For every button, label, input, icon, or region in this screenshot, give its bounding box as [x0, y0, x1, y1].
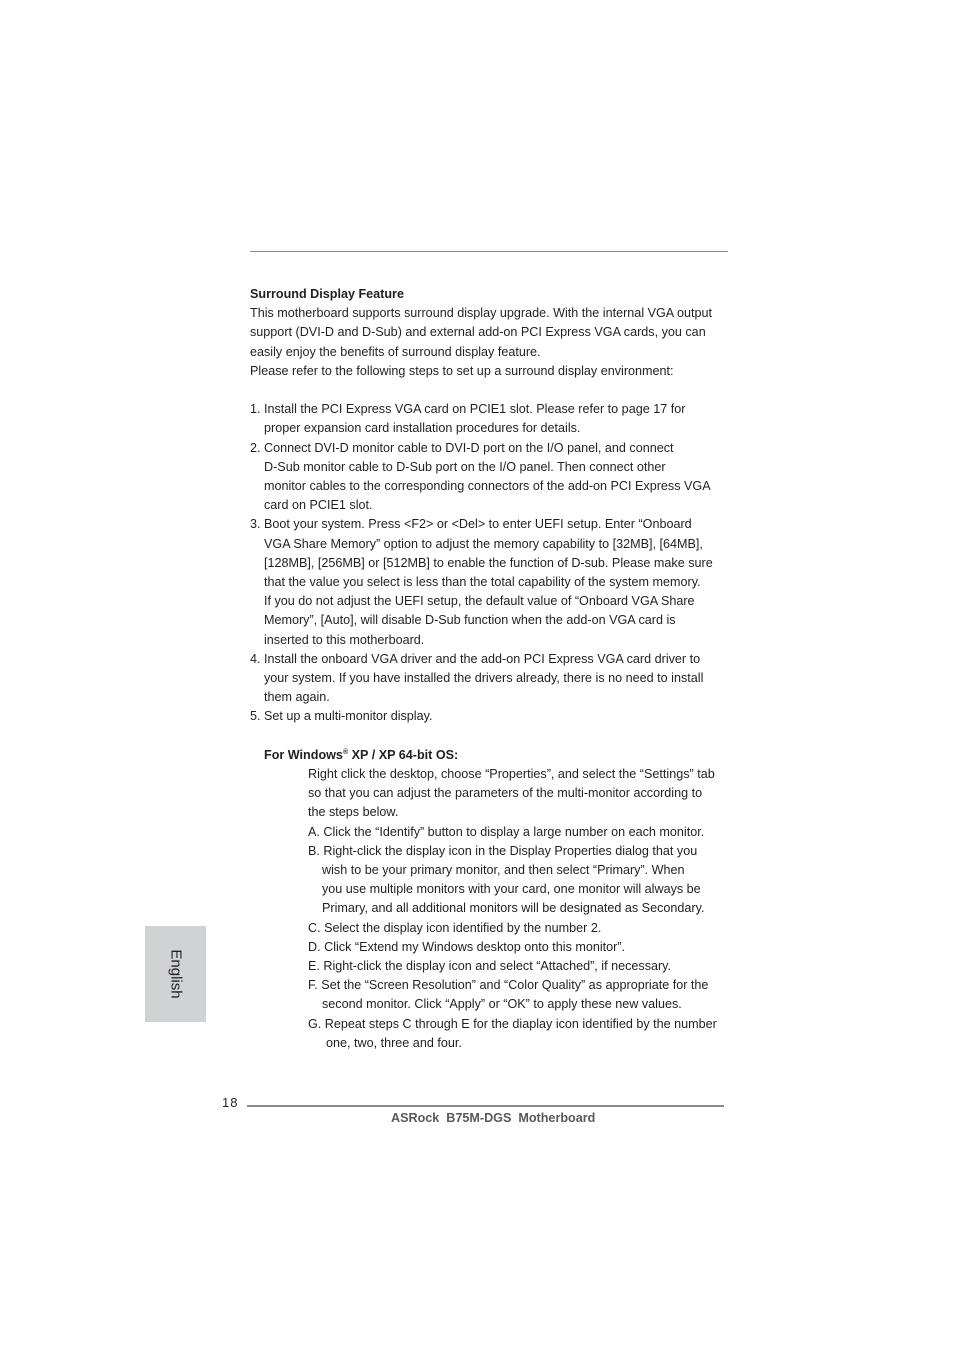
substep-b-line: you use multiple monitors with your card, one monitor will always be — [322, 882, 701, 897]
substep-g-line: G. Repeat steps C through E for the diaplay icon identified by the number — [308, 1016, 717, 1031]
step-4-line: your system. If you have installed the drivers already, there is no need to install — [264, 671, 704, 686]
step-5-line: 5. Set up a multi-monitor display. — [250, 709, 433, 724]
windows-intro-line: so that you can adjust the parameters of the multi-monitor according to — [308, 786, 703, 801]
page-number: 18 — [222, 1095, 239, 1110]
step-3-line: inserted to this motherboard. — [264, 632, 425, 647]
substep-b-line: Primary, and all additional monitors will be designated as Secondary. — [322, 901, 705, 916]
substep-d-line: D. Click “Extend my Windows desktop onto this monitor”. — [308, 939, 626, 954]
intro-line: easily enjoy the benefits of surround display feature. — [250, 344, 541, 359]
substep-f-line: F. Set the “Screen Resolution” and “Color Quality” as appropriate for the — [308, 978, 709, 993]
language-side-tab-label: English — [167, 949, 184, 999]
intro-line: This motherboard supports surround display upgrade. With the internal VGA output — [250, 306, 713, 321]
substep-f-line: second monitor. Click “Apply” or “OK” to apply these new values. — [322, 997, 682, 1012]
step-2-line: 2. Connect DVI-D monitor cable to DVI-D port on the I/O panel, and connect — [250, 440, 674, 455]
substep-g-line: one, two, three and four. — [326, 1035, 462, 1050]
section-title: Surround Display Feature — [250, 287, 404, 301]
language-side-tab — [145, 926, 206, 1022]
step-1-line: proper expansion card installation procedures for details. — [264, 421, 581, 436]
step-2-line: card on PCIE1 slot. — [264, 498, 373, 513]
step-3-line: Memory”, [Auto], will disable D-Sub function when the add-on VGA card is — [264, 613, 676, 628]
windows-intro-line: Right click the desktop, choose “Properties”, and select the “Settings” tab — [308, 767, 715, 782]
substep-a-line: A. Click the “Identify” button to display a large number on each monitor. — [308, 824, 705, 839]
step-3-line: VGA Share Memory” option to adjust the memory capability to [32MB], [64MB], — [264, 536, 703, 551]
windows-heading-pre: For Windows — [264, 747, 343, 762]
header-divider — [250, 251, 728, 252]
step-3-line: that the value you select is less than the total capability of the system memory. — [264, 575, 701, 590]
step-2-line: monitor cables to the corresponding connectors of the add-on PCI Express VGA — [264, 479, 711, 494]
step-1-line: 1. Install the PCI Express VGA card on PCIE1 slot. Please refer to page 17 for — [250, 402, 686, 417]
windows-heading — [250, 746, 730, 765]
substep-c-line: C. Select the display icon identified by the number 2. — [308, 920, 602, 935]
page-content — [250, 285, 730, 1053]
footer-divider — [247, 1105, 724, 1107]
intro-line: support (DVI-D and D-Sub) and external add-on PCI Express VGA cards, you can — [250, 325, 706, 340]
windows-intro-line: the steps below. — [308, 805, 399, 820]
intro-line: Please refer to the following steps to set up a surround display environment: — [250, 363, 674, 378]
substep-e-line: E. Right-click the display icon and select “Attached”, if necessary. — [308, 959, 672, 974]
substep-b-line: B. Right-click the display icon in the Display Properties dialog that you — [308, 843, 698, 858]
step-4-line: them again. — [264, 690, 330, 705]
step-3-line: If you do not adjust the UEFI setup, the default value of “Onboard VGA Share — [264, 594, 695, 609]
footer-product-name: ASRock B75M-DGS Motherboard — [391, 1111, 596, 1125]
windows-heading-post: XP / XP 64-bit OS: — [348, 747, 459, 762]
substep-b-line: wish to be your primary monitor, and then select “Primary”. When — [322, 863, 685, 878]
step-3-line: 3. Boot your system. Press <F2> or <Del> to enter UEFI setup. Enter “Onboard — [250, 517, 692, 532]
step-2-line: D-Sub monitor cable to D-Sub port on the I/O panel. Then connect other — [264, 459, 666, 474]
step-3-line: [128MB], [256MB] or [512MB] to enable the function of D-sub. Please make sure — [264, 555, 713, 570]
step-4-line: 4. Install the onboard VGA driver and the add-on PCI Express VGA card driver to — [250, 651, 701, 666]
registered-mark: ® — [342, 748, 349, 756]
